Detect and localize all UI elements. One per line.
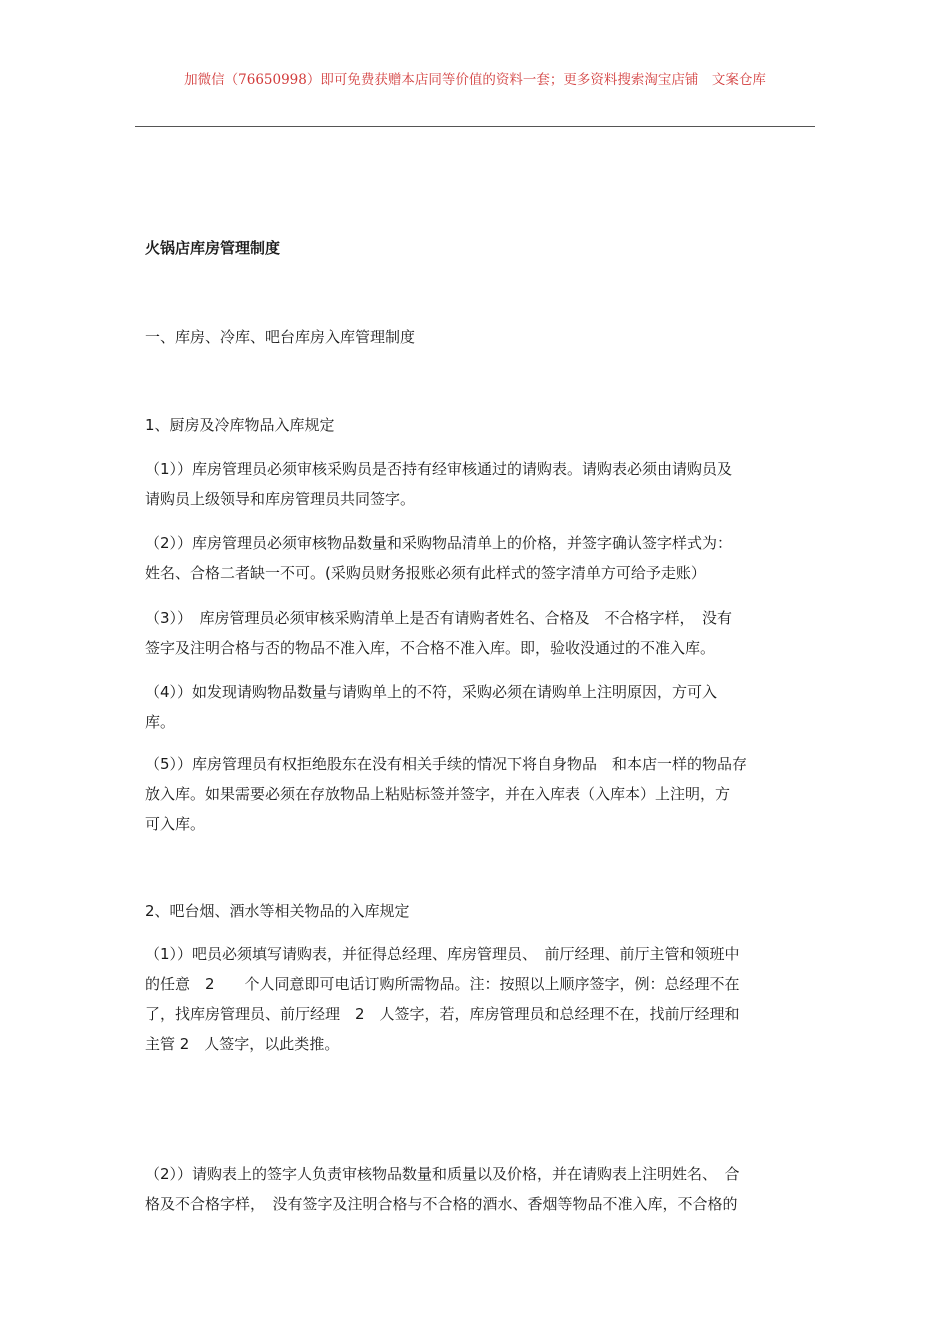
paragraph-7	[145, 1159, 810, 1219]
paragraph-2	[145, 528, 810, 588]
header-divider	[135, 126, 815, 127]
paragraph-line: （5））库房管理员有权拒绝股东在没有相关手续的情况下将自身物品 和本店一样的物品存	[145, 755, 748, 773]
paragraph-5	[145, 749, 810, 839]
paragraph-line: （2））请购表上的签字人负责审核物品数量和质量以及价格，并在请购表上注明姓名、 合	[145, 1165, 740, 1183]
paragraph-line: 签字及注明合格与否的物品不准入库，不合格不准入库。即，验收没通过的不准入库。	[145, 639, 716, 657]
paragraph-line: 格及不合格字样， 没有签字及注明合格与不合格的酒水、香烟等物品不准入库，不合格的	[145, 1195, 738, 1213]
paragraph-line: 库。	[145, 713, 176, 731]
paragraph-line: 放入库。如果需要必须在存放物品上粘贴标签并签字，并在入库表（入库本）上注明，方	[145, 785, 731, 803]
paragraph-6	[145, 939, 810, 1059]
paragraph-line: 了，找库房管理员、前厅经理 2 人签字，若，库房管理员和总经理不在，找前厅经理和	[145, 1005, 740, 1023]
subsection-heading-2: 2、吧台烟、酒水等相关物品的入库规定	[145, 902, 410, 920]
paragraph-4	[145, 677, 810, 737]
paragraph-line: 姓名、合格二者缺一不可。(采购员财务报账必须有此样式的签字清单方可给予走账）	[145, 564, 706, 582]
section-heading: 一、库房、冷库、吧台库房入库管理制度	[145, 328, 416, 346]
paragraph-3	[145, 603, 810, 663]
paragraph-line: （1））吧员必须填写请购表，并征得总经理、库房管理员、 前厅经理、前厅主管和领班中	[145, 945, 740, 963]
paragraph-line: （4））如发现请购物品数量与请购单上的不符，采购必须在请购单上注明原因，方可入	[145, 683, 718, 701]
promo-header: 加微信（76650998）即可免费获赠本店同等价值的资料一套；更多资料搜索淘宝店铺 文案仓库	[184, 72, 766, 88]
paragraph-1	[145, 454, 810, 514]
paragraph-line: （2））库房管理员必须审核物品数量和采购物品清单上的价格，并签字确认签字样式为：	[145, 534, 733, 552]
subsection-heading-1: 1、厨房及冷库物品入库规定	[145, 416, 335, 434]
paragraph-line: （3）） 库房管理员必须审核采购清单上是否有请购者姓名、合格及 不合格字样， 没有	[145, 609, 733, 627]
paragraph-line: （1））库房管理员必须审核采购员是否持有经审核通过的请购表。请购表必须由请购员及	[145, 460, 733, 478]
paragraph-line: 请购员上级领导和库房管理员共同签字。	[145, 490, 416, 508]
document-title: 火锅店库房管理制度	[145, 239, 281, 257]
paragraph-line: 可入库。	[145, 815, 206, 833]
paragraph-line: 的任意 2 个人同意即可电话订购所需物品。注：按照以上顺序签字，例：总经理不在	[145, 975, 740, 993]
paragraph-line: 主管 2 人签字，以此类推。	[145, 1035, 340, 1053]
